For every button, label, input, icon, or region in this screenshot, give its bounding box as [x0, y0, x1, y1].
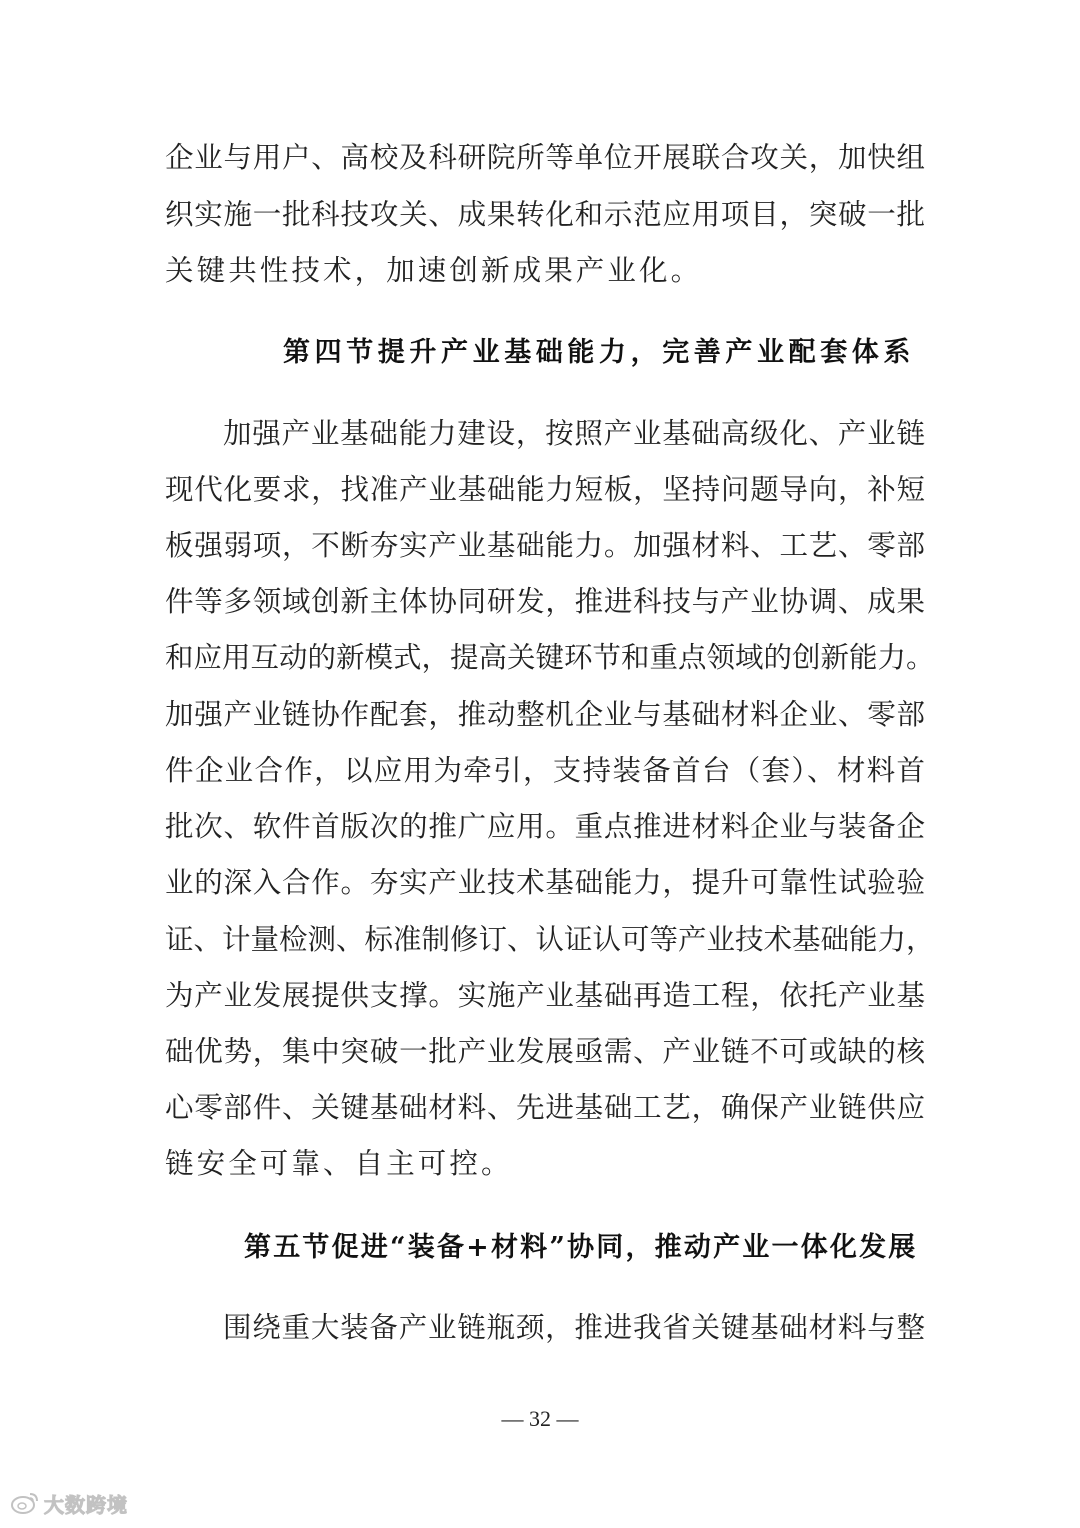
paragraph-line: 业的深入合作。夯实产业技术基础能力，提升可靠性试验验 [165, 866, 925, 899]
paragraph-line: 证、计量检测、标准制修订、认证认可等产业技术基础能力， [165, 923, 935, 956]
section-heading: 第四节提升产业基础能力，完善产业配套体系 [283, 337, 915, 368]
paragraph-line: 围绕重大装备产业链瓶颈，推进我省关键基础材料与整 [223, 1311, 925, 1344]
watermark [10, 1488, 128, 1518]
paragraph-line: 为产业发展提供支撑。实施产业基础再造工程，依托产业基 [165, 979, 925, 1012]
paragraph-line: 企业与用户、高校及科研院所等单位开展联合攻关，加快组 [165, 141, 925, 174]
paragraph-line: 批次、软件首版次的推广应用。重点推进材料企业与装备企 [165, 810, 925, 843]
paragraph-line: 件等多领域创新主体协同研发，推进科技与产业协调、成果 [165, 585, 925, 618]
paragraph-line: 件企业合作，以应用为牵引，支持装备首台（套）、材料首 [165, 754, 925, 787]
paragraph-line: 加强产业链协作配套，推动整机企业与基础材料企业、零部 [165, 698, 925, 731]
paragraph-line: 关键共性技术，加速创新成果产业化。 [165, 254, 703, 287]
weibo-logo-icon [10, 1490, 40, 1516]
watermark-text: 大数跨境 [44, 1492, 128, 1517]
paragraph-line: 织实施一批科技攻关、成果转化和示范应用项目，突破一批 [165, 198, 925, 231]
paragraph-line: 础优势，集中突破一批产业发展亟需、产业链不可或缺的核 [165, 1035, 925, 1068]
paragraph-line: 现代化要求，找准产业基础能力短板，坚持问题导向，补短 [165, 473, 925, 506]
paragraph-line: 加强产业基础能力建设，按照产业基础高级化、产业链 [223, 417, 925, 450]
paragraph-line: 链安全可靠、自主可控。 [165, 1147, 513, 1180]
section-heading: 第五节促进“装备+材料”协同，推动产业一体化发展 [244, 1232, 918, 1263]
paragraph-line: 心零部件、关键基础材料、先进基础工艺，确保产业链供应 [165, 1091, 925, 1124]
paragraph-line: 板强弱项，不断夯实产业基础能力。加强材料、工艺、零部 [165, 529, 925, 562]
page-number: — 32 — [501, 1406, 579, 1431]
paragraph-line: 和应用互动的新模式，提高关键环节和重点领域的创新能力。 [165, 641, 935, 674]
